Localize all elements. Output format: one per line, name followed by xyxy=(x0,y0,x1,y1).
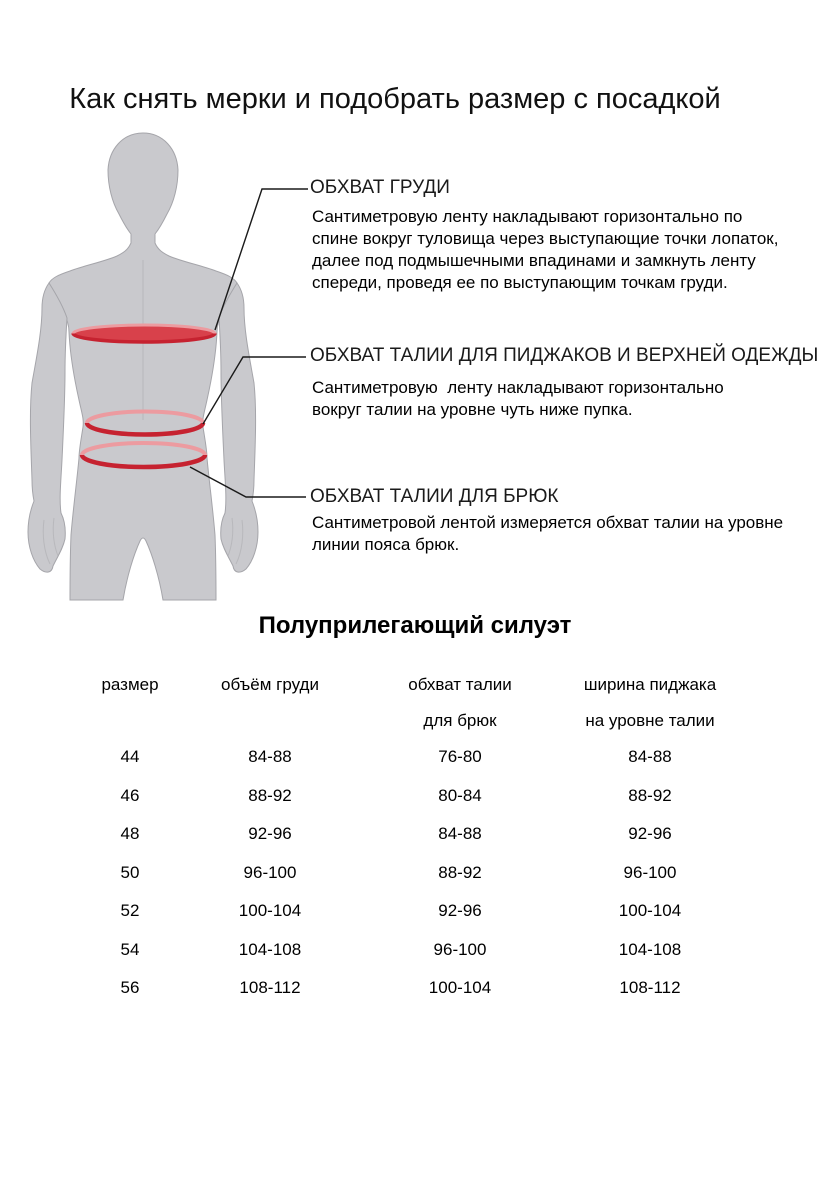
chest-value: 84-88 xyxy=(248,747,292,767)
trouser-waist-value: 96-100 xyxy=(433,939,487,959)
column-header-trouser-waist: обхват талии xyxy=(408,675,512,694)
trouser-waist-value: 80-84 xyxy=(438,785,482,805)
column-header-size: размер xyxy=(101,675,159,694)
jacket-width-value: 96-100 xyxy=(623,862,677,882)
jacket-width-value: 88-92 xyxy=(628,785,672,805)
size-value: 48 xyxy=(120,824,140,844)
column-subheader xyxy=(180,704,360,738)
description-line: спине вокруг туловища через выступающие точки лопаток, xyxy=(312,229,779,248)
trouser-waist-value: 100-104 xyxy=(428,978,492,998)
description-line: Сантиметровую ленту накладывают горизонтально по xyxy=(312,207,743,226)
chest-measure-heading: ОБХВАТ ГРУДИ xyxy=(310,177,450,198)
jacket-waist-description xyxy=(312,377,724,421)
size-value: 54 xyxy=(120,939,140,959)
trouser-waist-heading: ОБХВАТ ТАЛИИ ДЛЯ БРЮК xyxy=(310,486,559,507)
right-arm xyxy=(219,283,258,572)
column-subheader: для брюк xyxy=(423,711,497,730)
measurement-figure xyxy=(20,120,310,610)
size-value: 46 xyxy=(120,785,140,805)
chest-value: 88-92 xyxy=(248,785,292,805)
jacket-width-value: 100-104 xyxy=(618,901,682,921)
column-subheader: на уровне талии xyxy=(585,711,715,730)
trouser-waist-value: 92-96 xyxy=(438,901,482,921)
chest-value: 92-96 xyxy=(248,824,292,844)
trouser-waist-value: 88-92 xyxy=(438,862,482,882)
size-value: 52 xyxy=(120,901,140,921)
description-line: линии пояса брюк. xyxy=(312,535,460,554)
trouser-waist-description xyxy=(312,512,783,556)
size-value: 56 xyxy=(120,978,140,998)
description-line: Сантиметровую ленту накладывают горизонтально xyxy=(312,378,724,397)
page-title: Как снять мерки и подобрать размер с посадкой xyxy=(69,83,721,115)
trouser-waist-value: 76-80 xyxy=(438,747,482,767)
column-subheader xyxy=(80,704,180,738)
jacket-width-value: 104-108 xyxy=(618,939,682,959)
chest-value: 108-112 xyxy=(239,978,301,998)
jacket-width-value: 108-112 xyxy=(619,978,681,998)
description-line: Сантиметровой лентой измеряется обхват талии на уровне xyxy=(312,513,784,532)
jacket-width-value: 84-88 xyxy=(628,747,672,767)
description-line: далее под подмышечными впадинами и замкнуть ленту xyxy=(312,251,756,270)
chest-value: 104-108 xyxy=(238,939,302,959)
chest-measure-description xyxy=(312,206,778,294)
size-value: 50 xyxy=(120,862,140,882)
jacket-width-value: 92-96 xyxy=(628,824,672,844)
chest-value: 100-104 xyxy=(238,901,302,921)
description-line: вокруг талии на уровне чуть ниже пупка. xyxy=(312,400,633,419)
size-table xyxy=(80,666,740,1008)
size-value: 44 xyxy=(120,747,140,767)
chest-value: 96-100 xyxy=(243,862,297,882)
size-table-title: Полуприлегающий силуэт xyxy=(258,612,572,639)
description-line: спереди, проведя ее по выступающим точкам груди. xyxy=(312,273,728,292)
left-arm xyxy=(28,283,67,572)
jacket-waist-heading: ОБХВАТ ТАЛИИ ДЛЯ ПИДЖАКОВ И ВЕРХНЕЙ ОДЕЖДЫ xyxy=(310,345,819,366)
column-header-chest: объём груди xyxy=(221,675,319,694)
column-header-jacket-width: ширина пиджака xyxy=(583,675,717,694)
trouser-waist-value: 84-88 xyxy=(438,824,482,844)
